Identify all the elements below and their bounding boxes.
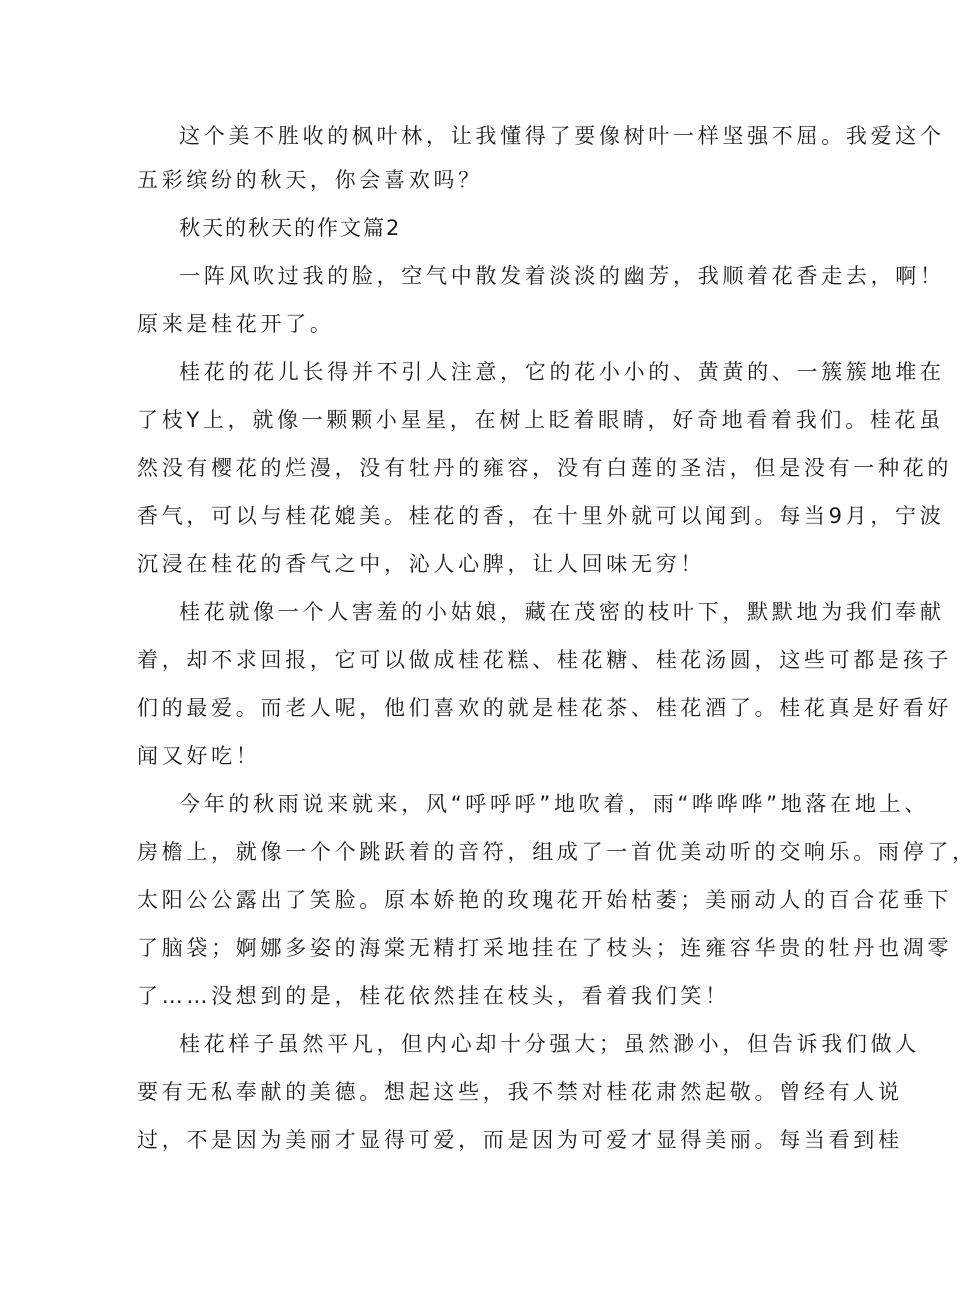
text-line: 原来是桂花开了。 xyxy=(137,312,335,336)
text-line: 过，不是因为美丽才显得可爱，而是因为可爱才显得美丽。每当看到桂 xyxy=(137,1128,903,1152)
text-line: 沉浸在桂花的香气之中，沁人心脾，让人回味无穷！ xyxy=(137,552,706,576)
text-line: 了脑袋；婀娜多姿的海棠无精打采地挂在了枝头；连雍容华贵的牡丹也凋零 xyxy=(137,936,953,960)
text-line: 然没有樱花的烂漫，没有牡丹的雍容，没有白莲的圣洁，但是没有一种花的 xyxy=(137,456,953,480)
text-line: 房檐上，就像一个个跳跃着的音符，组成了一首优美动听的交响乐。雨停了， xyxy=(137,840,977,864)
text-line: 桂花样子虽然平凡，但内心却十分强大；虽然渺小，但告诉我们做人 xyxy=(179,1032,920,1056)
text-line: 桂花就像一个人害羞的小姑娘，藏在茂密的枝叶下，默默地为我们奉献 xyxy=(179,600,945,624)
text-line: 了枝Y上，就像一颗颗小星星，在树上眨着眼睛，好奇地看着我们。桂花虽 xyxy=(137,408,944,432)
text-line: 五彩缤纷的秋天，你会喜欢吗？ xyxy=(137,168,483,192)
text-line: 今年的秋雨说来就来，风“呼呼呼”地吹着，雨“哗哗哗”地落在地上、 xyxy=(179,792,929,816)
text-line: 一阵风吹过我的脸，空气中散发着淡淡的幽芳，我顺着花香走去，啊！ xyxy=(179,264,945,288)
text-line: 香气，可以与桂花媲美。桂花的香，在十里外就可以闻到。每当9月，宁波 xyxy=(137,504,945,528)
text-line: 们的最爱。而老人呢，他们喜欢的就是桂花茶、桂花酒了。桂花真是好看好 xyxy=(137,696,953,720)
text-line: 了……没想到的是，桂花依然挂在枝头，看着我们笑！ xyxy=(137,984,730,1008)
text-line: 桂花的花儿长得并不引人注意，它的花小小的、黄黄的、一簇簇地堆在 xyxy=(179,360,945,384)
text-line: 太阳公公露出了笑脸。原本娇艳的玫瑰花开始枯萎；美丽动人的百合花垂下 xyxy=(137,888,953,912)
text-line: 要有无私奉献的美德。想起这些，我不禁对桂花肃然起敬。曾经有人说 xyxy=(137,1080,903,1104)
section-heading: 秋天的秋天的作文篇2 xyxy=(179,216,402,240)
text-line: 着，却不求回报，它可以做成桂花糕、桂花糖、桂花汤圆，这些可都是孩子 xyxy=(137,648,953,672)
text-line: 闻又好吃！ xyxy=(137,744,261,768)
text-line: 这个美不胜收的枫叶林，让我懂得了要像树叶一样坚强不屈。我爱这个 xyxy=(179,124,945,148)
